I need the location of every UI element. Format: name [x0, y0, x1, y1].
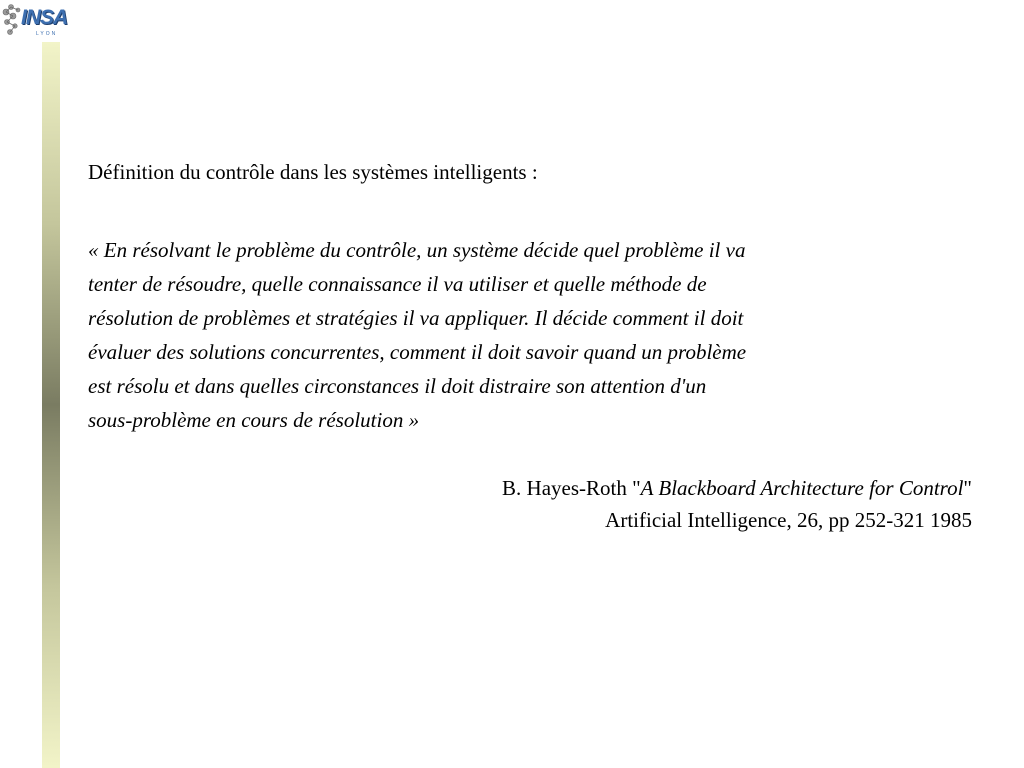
quote-line: sous-problème en cours de résolution » [88, 408, 420, 432]
insa-lyon-logo [2, 2, 68, 42]
quote-line: évaluer des solutions concurrentes, comment il doit savoir quand un problème [88, 340, 747, 364]
citation-author: B. Hayes-Roth " [502, 476, 641, 500]
citation-title-line [502, 472, 972, 504]
citation-title: A Blackboard Architecture for Control [640, 476, 964, 500]
quote-line: tenter de résoudre, quelle connaissance il va utiliser et quelle méthode de [88, 272, 707, 296]
quote-line: « En résolvant le problème du contrôle, un système décide quel problème il va [88, 238, 746, 262]
citation-source: Artificial Intelligence, 26, pp 252-321 1985 [605, 508, 972, 532]
decorative-side-bar [42, 42, 60, 768]
logo-subtext: LYON [36, 31, 58, 37]
definition-quote [88, 233, 988, 437]
slide-heading: Définition du contrôle dans les systèmes intelligents : [88, 160, 538, 184]
quote-line: est résolu et dans quelles circonstances il doit distraire son attention d'un [88, 374, 707, 398]
quote-line: résolution de problèmes et stratégies il va appliquer. Il décide comment il doit [88, 306, 744, 330]
citation-title-suffix: " [963, 476, 972, 500]
citation [502, 472, 972, 536]
logo-text: INSA [21, 6, 68, 29]
